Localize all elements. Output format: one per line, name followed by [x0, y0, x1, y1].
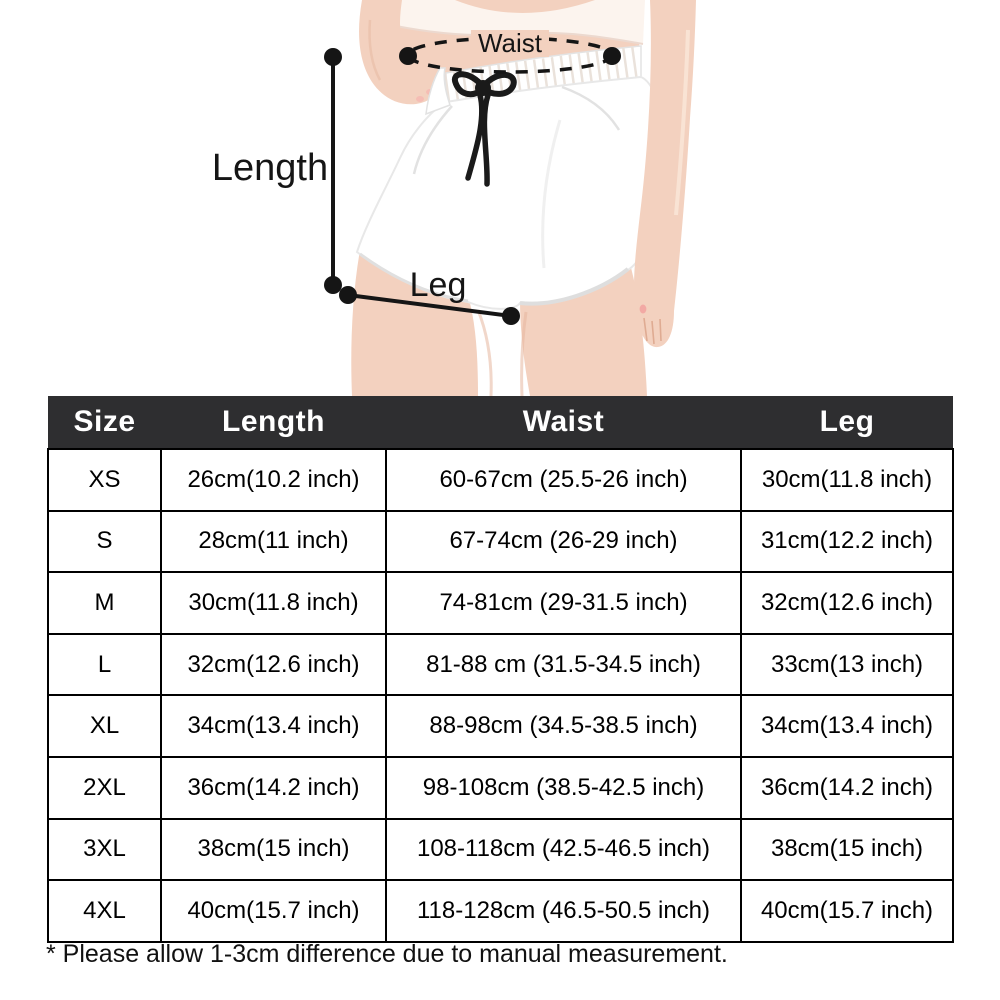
table-row [48, 880, 953, 942]
table-cell: 67-74cm (26-29 inch) [386, 511, 741, 573]
table-cell: 40cm(15.7 inch) [741, 880, 953, 942]
table-cell: 74-81cm (29-31.5 inch) [386, 572, 741, 634]
table-cell: 32cm(12.6 inch) [161, 634, 386, 696]
table-header-row [48, 396, 953, 449]
table-row [48, 819, 953, 881]
model-photo-illustration [0, 0, 1000, 396]
table-cell: 118-128cm (46.5-50.5 inch) [386, 880, 741, 942]
table-cell: 81-88 cm (31.5-34.5 inch) [386, 634, 741, 696]
header-length: Length [161, 396, 386, 449]
table-cell: 30cm(11.8 inch) [161, 572, 386, 634]
table-cell: 33cm(13 inch) [741, 634, 953, 696]
leg-dot-right [502, 307, 520, 325]
table-row [48, 572, 953, 634]
table-cell: M [48, 572, 161, 634]
table-cell: 108-118cm (42.5-46.5 inch) [386, 819, 741, 881]
table-cell: 88-98cm (34.5-38.5 inch) [386, 695, 741, 757]
table-cell: 26cm(10.2 inch) [161, 449, 386, 511]
waist-dot-left [399, 47, 417, 65]
table-cell: 38cm(15 inch) [741, 819, 953, 881]
table-row [48, 757, 953, 819]
length-dot-bottom [324, 276, 342, 294]
table-cell: 31cm(12.2 inch) [741, 511, 953, 573]
table-cell: 3XL [48, 819, 161, 881]
table-row [48, 634, 953, 696]
table-cell: 38cm(15 inch) [161, 819, 386, 881]
waist-dot-right [603, 47, 621, 65]
header-size: Size [48, 396, 161, 449]
table-cell: S [48, 511, 161, 573]
table-cell: 32cm(12.6 inch) [741, 572, 953, 634]
table-cell: 28cm(11 inch) [161, 511, 386, 573]
table-row [48, 449, 953, 511]
table-cell: 34cm(13.4 inch) [161, 695, 386, 757]
length-dot-top [324, 48, 342, 66]
table-row [48, 695, 953, 757]
table-row [48, 511, 953, 573]
measurement-disclaimer: * Please allow 1-3cm difference due to manual measurement. [46, 940, 728, 968]
length-label: Length [211, 147, 329, 189]
table-cell: L [48, 634, 161, 696]
leg-label: Leg [409, 266, 467, 304]
leg-dot-left [339, 286, 357, 304]
header-waist: Waist [386, 396, 741, 449]
header-leg: Leg [741, 396, 953, 449]
table-cell: 34cm(13.4 inch) [741, 695, 953, 757]
table-cell: 4XL [48, 880, 161, 942]
table-cell: 30cm(11.8 inch) [741, 449, 953, 511]
table-cell: 36cm(14.2 inch) [741, 757, 953, 819]
size-table [47, 396, 954, 943]
table-cell: 2XL [48, 757, 161, 819]
table-cell: XS [48, 449, 161, 511]
table-cell: 98-108cm (38.5-42.5 inch) [386, 757, 741, 819]
table-cell: XL [48, 695, 161, 757]
table-cell: 40cm(15.7 inch) [161, 880, 386, 942]
table-cell: 60-67cm (25.5-26 inch) [386, 449, 741, 511]
table-cell: 36cm(14.2 inch) [161, 757, 386, 819]
waist-label: Waist [477, 28, 543, 58]
